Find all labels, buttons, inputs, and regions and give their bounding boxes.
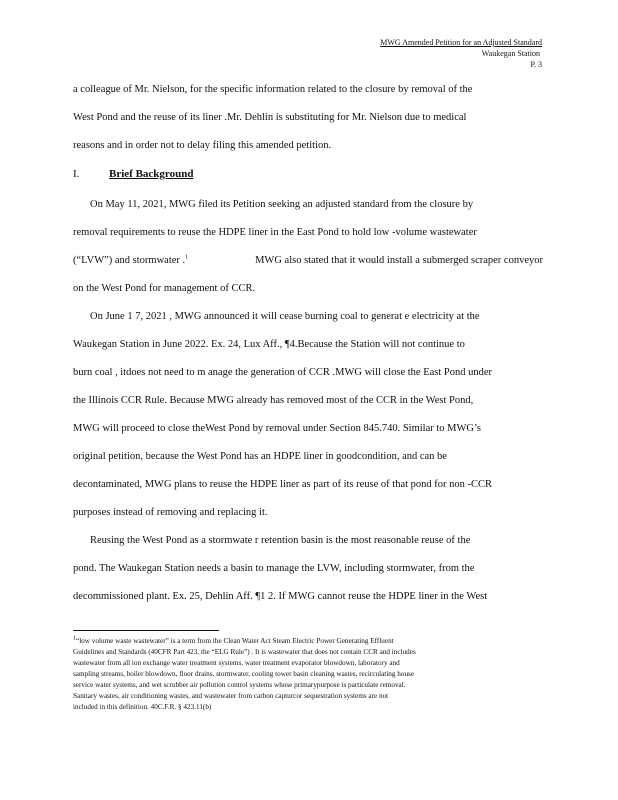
body-line: MWG will proceed to close theWest Pond by removal under Section 845.740. Similar to MWG’s <box>73 423 482 434</box>
footnote-line: Guidelines and Standards (40CFR Part 423, the “ELG Rule”) . It is wastewater that does not contain CCR and includes <box>73 648 416 656</box>
body-line: decontaminated, MWG plans to reuse the HDPE liner as part of its reuse of that pond for non -CCR <box>73 479 493 490</box>
body-line: the Illinois CCR Rule. Because MWG already has removed most of the CCR in the West Pond, <box>73 395 474 406</box>
footnote-reference: 1 <box>185 254 189 261</box>
body-line: original petition, because the West Pond has an HDPE liner in goodcondition, and can be <box>73 451 447 462</box>
body-line: pond. The Waukegan Station needs a basin to manage the LVW, including stormwater, from the <box>73 563 475 574</box>
body-line: West Pond and the reuse of its liner .Mr. Dehlin is substituting for Mr. Nielson due to medical <box>73 112 467 123</box>
body-line-start: (“LVW”) and stormwater . <box>73 255 186 266</box>
body-line: On June 1 7, 2021 , MWG announced it will cease burning coal to generat e electricity at the <box>90 311 480 322</box>
section-title: Brief Background <box>109 168 194 180</box>
section-heading <box>73 168 193 180</box>
body-line: Reusing the West Pond as a stormwate r retention basin is the most reasonable reuse of the <box>90 535 471 546</box>
running-header-title: MWG Amended Petition for an Adjusted Standard <box>380 38 542 47</box>
body-line: decommissioned plant. Ex. 25, Dehlin Aff. ¶1 2. If MWG cannot reuse the HDPE liner in the West <box>73 591 488 602</box>
body-line: On May 11, 2021, MWG filed its Petition seeking an adjusted standard from the closure by <box>90 199 474 210</box>
body-line: reasons and in order not to delay filing this amended petition. <box>73 140 332 151</box>
footnote-line: wastewater from all ion exchange water treatment systems, water treatment evaporator blowdown, laboratory and <box>73 659 400 667</box>
footnote-line: included in this definition. 40C.F.R. § 423.11(b) <box>73 703 212 711</box>
body-line: on the West Pond for management of CCR. <box>73 283 256 294</box>
footnote-line <box>73 637 537 646</box>
page-number: P. 3 <box>530 60 542 69</box>
body-line: Waukegan Station in June 2022. Ex. 24, Lux Aff., ¶4.Because the Station will not continue to <box>73 339 465 350</box>
footnote-separator <box>73 630 219 631</box>
footnote-line: Sanitary wastes, air conditioning wastes, and wastewater from carbon capturcor sequestration systems are not <box>73 692 389 700</box>
footnote-marker: 1 <box>73 635 76 642</box>
body-line: purposes instead of removing and replacing it. <box>73 507 268 518</box>
running-header-station: Waukegan Station <box>481 49 540 58</box>
footnote-line: service water systems, and wet scrubber air pollution control systems whose primarypurpose is particulate removal. <box>73 681 406 689</box>
footnote-text: “low volume waste wastewater” is a term from the Clean Water Act Steam Electric Power Generating Effluent <box>76 637 394 645</box>
body-line: removal requirements to reuse the HDPE liner in the East Pond to hold low -volume wastewater <box>73 227 477 238</box>
body-line: a colleague of Mr. Nielson, for the specific information related to the closure by removal of the <box>73 84 473 95</box>
section-number: I. <box>73 168 80 180</box>
body-line-rest: MWG also stated that it would install a submerged scraper conveyor <box>255 255 543 266</box>
body-line: burn coal , itdoes not need to m anage the generation of CCR .MWG will close the East Pond under <box>73 367 493 378</box>
body-line <box>73 254 543 268</box>
footnote-line: sampling streams, boiler blowdown, floor drains, stormwater, cooling tower basin cleaning wastes, recirculating house <box>73 670 415 678</box>
